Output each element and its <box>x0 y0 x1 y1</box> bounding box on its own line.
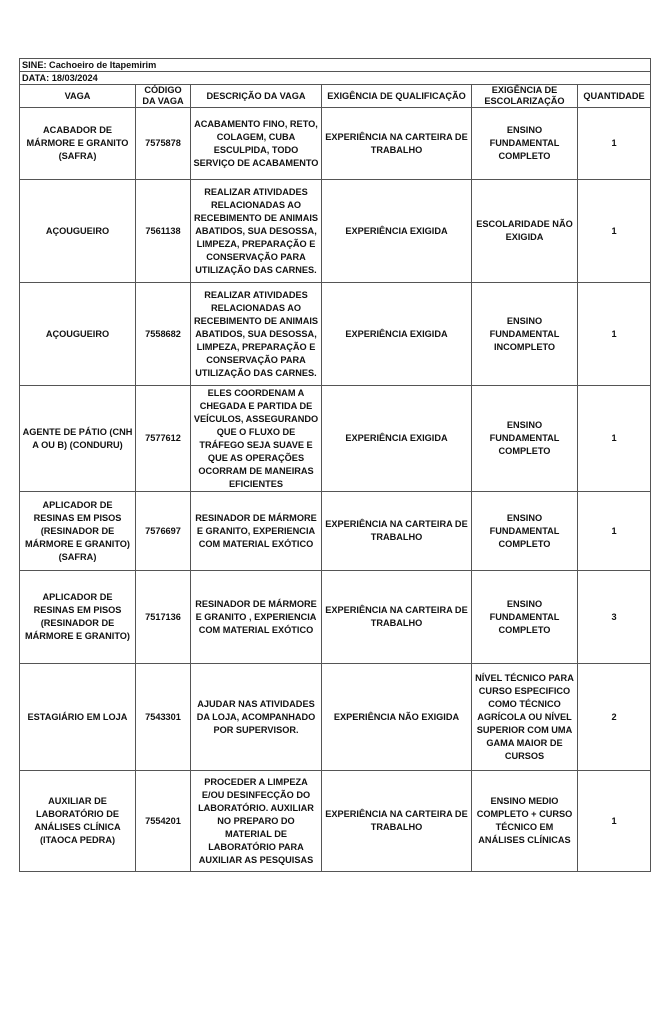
table-row <box>20 492 651 571</box>
table-header-row <box>20 85 651 108</box>
cell-vaga: AGENTE DE PÁTIO (CNH A OU B) (CONDURU) <box>20 386 136 492</box>
cell-qualificacao: EXPERIÊNCIA NA CARTEIRA DE TRABALHO <box>322 108 472 180</box>
cell-descricao: RESINADOR DE MÁRMORE E GRANITO , EXPERIENCIA COM MATERIAL EXÓTICO <box>191 571 322 664</box>
table-row <box>20 571 651 664</box>
cell-escolarizacao: ENSINO FUNDAMENTAL COMPLETO <box>472 492 578 571</box>
column-header-qualificacao: EXIGÊNCIA DE QUALIFICAÇÃO <box>322 85 472 108</box>
cell-codigo: 7576697 <box>136 492 191 571</box>
cell-quantidade: 1 <box>578 180 651 283</box>
column-header-quantidade: QUANTIDADE <box>578 85 651 108</box>
table-row <box>20 108 651 180</box>
cell-codigo: 7577612 <box>136 386 191 492</box>
date-label: DATA: 18/03/2024 <box>20 72 651 85</box>
cell-escolarizacao: NÍVEL TÉCNICO PARA CURSO ESPECIFICO COMO TÉCNICO AGRÍCOLA OU NÍVEL SUPERIOR COM UMA GAMA MAIOR DE CURSOS <box>472 664 578 771</box>
cell-quantidade: 1 <box>578 386 651 492</box>
cell-vaga: AUXILIAR DE LABORATÓRIO DE ANÁLISES CLÍNICA (ITAOCA PEDRA) <box>20 771 136 872</box>
cell-descricao: ELES COORDENAM A CHEGADA E PARTIDA DE VEÍCULOS, ASSEGURANDO QUE O FLUXO DE TRÁFEGO SEJA SUAVE E QUE AS OPERAÇÕES OCORRAM DE MANEIRAS EFICIENTES <box>191 386 322 492</box>
cell-vaga: ESTAGIÁRIO EM LOJA <box>20 664 136 771</box>
cell-vaga: AÇOUGUEIRO <box>20 283 136 386</box>
cell-escolarizacao: ENSINO FUNDAMENTAL INCOMPLETO <box>472 283 578 386</box>
date-row <box>20 72 651 85</box>
cell-escolarizacao: ENSINO FUNDAMENTAL COMPLETO <box>472 386 578 492</box>
cell-codigo: 7558682 <box>136 283 191 386</box>
cell-qualificacao: EXPERIÊNCIA NA CARTEIRA DE TRABALHO <box>322 571 472 664</box>
cell-codigo: 7543301 <box>136 664 191 771</box>
cell-quantidade: 3 <box>578 571 651 664</box>
cell-descricao: ACABAMENTO FINO, RETO, COLAGEM, CUBA ESCULPIDA, TODO SERVIÇO DE ACABAMENTO <box>191 108 322 180</box>
cell-vaga: APLICADOR DE RESINAS EM PISOS (RESINADOR DE MÁRMORE E GRANITO) <box>20 571 136 664</box>
cell-qualificacao: EXPERIÊNCIA EXIGIDA <box>322 180 472 283</box>
cell-escolarizacao: ESCOLARIDADE NÃO EXIGIDA <box>472 180 578 283</box>
cell-quantidade: 1 <box>578 771 651 872</box>
cell-quantidade: 1 <box>578 492 651 571</box>
cell-codigo: 7554201 <box>136 771 191 872</box>
table-row <box>20 386 651 492</box>
cell-vaga: AÇOUGUEIRO <box>20 180 136 283</box>
cell-escolarizacao: ENSINO FUNDAMENTAL COMPLETO <box>472 108 578 180</box>
cell-quantidade: 1 <box>578 283 651 386</box>
cell-qualificacao: EXPERIÊNCIA NÃO EXIGIDA <box>322 664 472 771</box>
cell-quantidade: 2 <box>578 664 651 771</box>
cell-vaga: ACABADOR DE MÁRMORE E GRANITO (SAFRA) <box>20 108 136 180</box>
cell-escolarizacao: ENSINO MEDIO COMPLETO + CURSO TÉCNICO EM ANÁLISES CLÍNICAS <box>472 771 578 872</box>
column-header-vaga: VAGA <box>20 85 136 108</box>
cell-vaga: APLICADOR DE RESINAS EM PISOS (RESINADOR DE MÁRMORE E GRANITO) (SAFRA) <box>20 492 136 571</box>
column-header-codigo: CÓDIGO DA VAGA <box>136 85 191 108</box>
job-vacancies-table <box>19 58 651 872</box>
cell-descricao: AJUDAR NAS ATIVIDADES DA LOJA, ACOMPANHADO POR SUPERVISOR. <box>191 664 322 771</box>
table-row <box>20 283 651 386</box>
cell-quantidade: 1 <box>578 108 651 180</box>
cell-codigo: 7517136 <box>136 571 191 664</box>
column-header-descricao: DESCRIÇÃO DA VAGA <box>191 85 322 108</box>
column-header-escolarizacao: EXIGÊNCIA DE ESCOLARIZAÇÃO <box>472 85 578 108</box>
table-row <box>20 771 651 872</box>
table-row <box>20 664 651 771</box>
sine-row <box>20 59 651 72</box>
cell-codigo: 7561138 <box>136 180 191 283</box>
sine-label: SINE: Cachoeiro de Itapemirim <box>20 59 651 72</box>
cell-codigo: 7575878 <box>136 108 191 180</box>
cell-descricao: REALIZAR ATIVIDADES RELACIONADAS AO RECEBIMENTO DE ANIMAIS ABATIDOS, SUA DESOSSA, LIMPEZA, PREPARAÇÃO E CONSERVAÇÃO PARA UTILIZAÇÃO DAS CARNES. <box>191 180 322 283</box>
cell-qualificacao: EXPERIÊNCIA NA CARTEIRA DE TRABALHO <box>322 492 472 571</box>
cell-descricao: PROCEDER A LIMPEZA E/OU DESINFECÇÃO DO LABORATÓRIO. AUXILIAR NO PREPARO DO MATERIAL DE LABORATÓRIO PARA AUXILIAR AS PESQUISAS <box>191 771 322 872</box>
cell-qualificacao: EXPERIÊNCIA EXIGIDA <box>322 386 472 492</box>
cell-escolarizacao: ENSINO FUNDAMENTAL COMPLETO <box>472 571 578 664</box>
table-row <box>20 180 651 283</box>
cell-qualificacao: EXPERIÊNCIA EXIGIDA <box>322 283 472 386</box>
cell-descricao: RESINADOR DE MÁRMORE E GRANITO, EXPERIENCIA COM MATERIAL EXÓTICO <box>191 492 322 571</box>
cell-qualificacao: EXPERIÊNCIA NA CARTEIRA DE TRABALHO <box>322 771 472 872</box>
cell-descricao: REALIZAR ATIVIDADES RELACIONADAS AO RECEBIMENTO DE ANIMAIS ABATIDOS, SUA DESOSSA, LIMPEZA, PREPARAÇÃO E CONSERVAÇÃO PARA UTILIZAÇÃO DAS CARNES. <box>191 283 322 386</box>
